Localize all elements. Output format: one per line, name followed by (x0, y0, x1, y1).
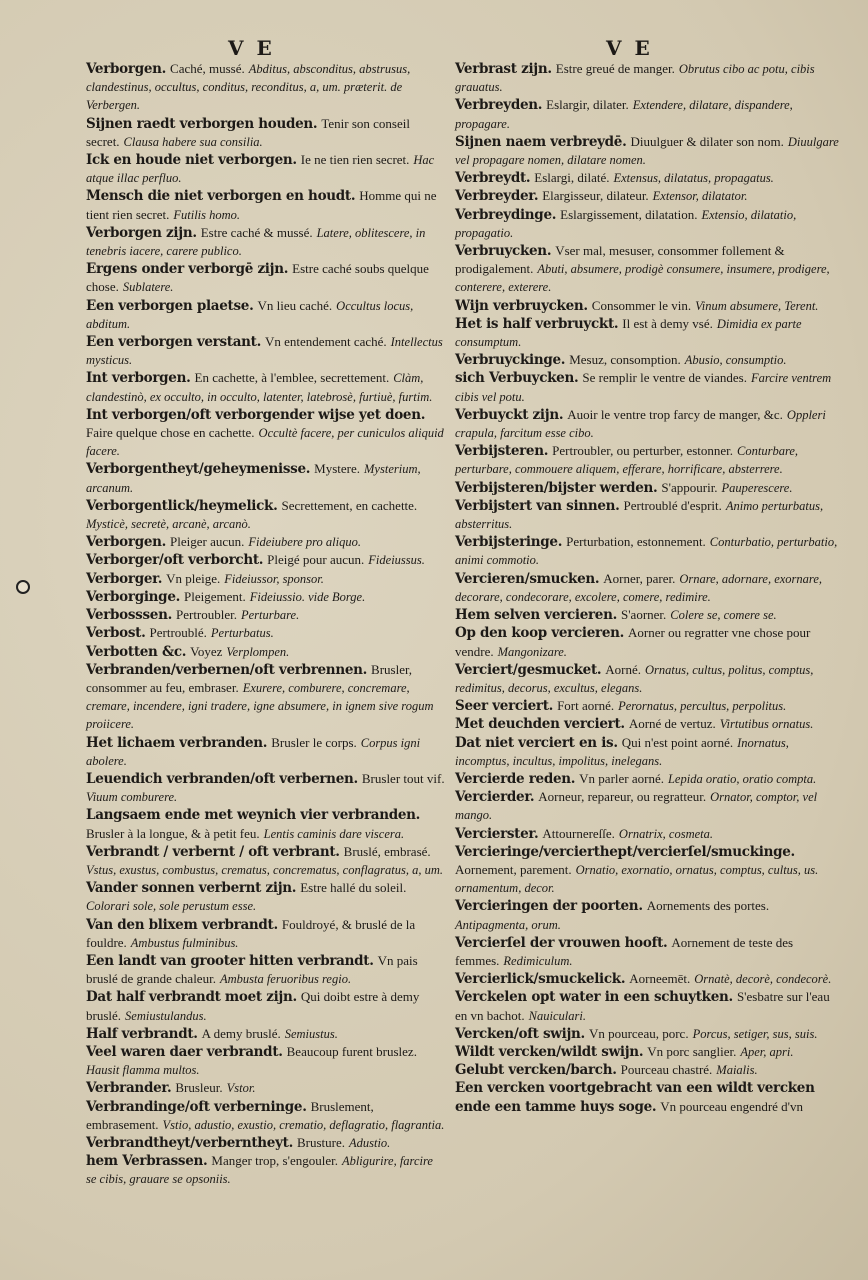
dictionary-entry (455, 60, 840, 96)
entry-headword: Wijn verbruycken. (455, 297, 588, 314)
entry-latin: Verplompen. (226, 644, 290, 659)
dictionary-entry (86, 1134, 446, 1152)
entry-headword: Vercierlick/smuckelick. (455, 971, 626, 988)
entry-latin: Lentis caminis dare viscera. (263, 826, 405, 841)
dictionary-entry (86, 187, 446, 223)
entry-headword: Verbrandinge/oft verberninge. (86, 1098, 307, 1115)
entry-headword: Verbruycken. (455, 243, 552, 260)
entry-french: Bruslé, embrasé. (343, 843, 431, 859)
page-header-right: V E (606, 36, 653, 60)
entry-headword: Veel waren daer verbrandt. (86, 1043, 283, 1060)
entry-headword: Verbrander. (86, 1080, 172, 1097)
entry-french: Aornements des portes. (646, 898, 770, 914)
entry-latin: Pauperescere. (721, 480, 793, 495)
entry-french: Pertroublé. (149, 625, 207, 641)
entry-french: Vn pais bruslé de grande chaleur. (86, 952, 418, 987)
entry-latin: Conturbatio, perturbatio, animi commotio. (455, 535, 838, 568)
dictionary-entry (86, 1152, 446, 1188)
page-header-left: V E (228, 36, 275, 60)
entry-latin: Corpus igni abolere. (86, 735, 421, 768)
dictionary-entry (455, 206, 840, 242)
entry-latin: Exurere, comburere, concremare, cremare, incendere, igni tradere, igne absumere, in ignem sive rogum proiicere. (86, 680, 434, 732)
entry-headword: Op den koop vercieren. (455, 625, 625, 642)
entry-headword: Verbijsteringe. (455, 534, 563, 551)
dictionary-entry (86, 115, 446, 151)
entry-french: Attournereſſe. (542, 825, 615, 841)
entry-headword: Verborger. (86, 570, 163, 587)
entry-french: Estre hallé du soleil. (300, 880, 407, 896)
entry-headword: Hem selven vercieren. (455, 607, 617, 624)
entry-latin: Antipagmenta, orum. (455, 917, 561, 932)
dictionary-entry (455, 1043, 840, 1061)
entry-latin: Ornatus, cultus, politus, comptus, redimitus, decorus, excultus, elegans. (455, 662, 814, 695)
entry-french: Estre caché soubs quelque chose. (86, 261, 429, 295)
dictionary-entry (86, 916, 446, 952)
entry-headword: Verbijstert van sinnen. (455, 497, 620, 514)
entry-headword: Verborger/oft verborcht. (86, 552, 264, 569)
entry-latin: Mysterium, arcanum. (86, 462, 421, 495)
entry-french: Pertroublé d'esprit. (623, 497, 722, 513)
entry-latin: Vstus, exustus, combustus, crematus, concrematus, conflagratus, a, um. (86, 862, 444, 877)
dictionary-entry (455, 570, 840, 606)
entry-latin: Extensus, dilatatus, propagatus. (613, 171, 774, 186)
entry-latin: Occultè facere, per cuniculos aliquid facere. (86, 426, 444, 459)
dictionary-entry (86, 588, 446, 606)
entry-latin: Vinum absumere, Terent. (695, 298, 819, 313)
entry-french: Brusture. (296, 1134, 345, 1150)
entry-french: Estre caché & mussé. (200, 224, 313, 240)
dictionary-entry (86, 643, 446, 661)
entry-headword: Seer verciert. (455, 698, 554, 715)
entry-latin: Porcus, setiger, sus, suis. (692, 1026, 818, 1041)
entry-french: Vn pourceau, porc. (588, 1025, 689, 1041)
dictionary-entry (455, 297, 840, 315)
entry-headword: Verbruyckinge. (455, 352, 566, 369)
dictionary-entry (455, 624, 840, 660)
entry-headword: Dat half verbrandt moet zijn. (86, 989, 297, 1006)
dictionary-entry (455, 1025, 840, 1043)
dictionary-entry (86, 1079, 446, 1097)
entry-latin: Ornator, comptor, vel mango. (455, 790, 818, 823)
entry-french: Voyez (190, 643, 223, 659)
entry-latin: Extensor, dilatator. (652, 189, 748, 204)
entry-headword: Vercieren/smucken. (455, 570, 600, 587)
dictionary-entry (86, 460, 446, 496)
dictionary-entry (455, 479, 840, 497)
entry-latin: Perturbatus. (210, 626, 274, 641)
entry-headword: Het is half verbruyckt. (455, 315, 619, 332)
entry-latin: Conturbare, perturbare, commouere aliquem, efferare, horrificare, absterrere. (455, 444, 799, 477)
dictionary-entry (455, 1079, 840, 1115)
entry-headword: Verbreydinge. (455, 206, 557, 223)
entry-headword: Vercieringen der poorten. (455, 898, 643, 915)
dictionary-entry (86, 151, 446, 187)
entry-french: Pertroubler, ou perturber, estonner. (552, 443, 734, 459)
entry-latin: Viuum comburere. (86, 790, 178, 805)
entry-headword: Met deuchden verciert. (455, 716, 625, 733)
dictionary-entry (86, 333, 446, 369)
entry-french: Aorner, parer. (603, 570, 676, 586)
entry-french: Vn lieu caché. (257, 297, 333, 313)
entry-headword: Een landt van grooter hitten verbrandt. (86, 952, 374, 969)
entry-latin: Fideiussio. vide Borge. (249, 589, 366, 604)
entry-latin: Ornatrix, cosmeta. (618, 826, 714, 841)
entry-headword: Langsaem ende met weynich vier verbranden. (86, 807, 421, 824)
entry-latin: Clàm, clandestinò, ex occulto, in occulto, latenter, latebrosè, furtiuè, furtim. (86, 371, 433, 404)
entry-latin: Ornatio, exornatio, ornatus, comptus, cultus, us. ornamentum, decor. (455, 862, 819, 896)
entry-french: Pleigement. (184, 588, 246, 604)
entry-headword: Een vercken voortgebracht van een wildt vercken ende een tamme huys soge. (455, 1080, 815, 1115)
entry-latin: Hausit flamma multos. (86, 1063, 200, 1078)
entry-latin: Farcire ventrem cibis vel potu. (455, 371, 832, 404)
dictionary-entry (455, 533, 840, 569)
entry-headword: Vercierder. (455, 789, 535, 806)
dictionary-entry (86, 1043, 446, 1079)
entry-headword: Verbrast zijn. (455, 61, 552, 77)
entry-headword: Half verbrandt. (86, 1025, 198, 1042)
entry-latin: Virtutibus ornatus. (719, 717, 814, 732)
entry-latin: Ambusta feruoribus regio. (219, 972, 352, 987)
dictionary-entry (86, 551, 446, 569)
entry-french: Brusler tout vif. (361, 770, 445, 786)
dictionary-entry (455, 770, 840, 788)
entry-french: Caché, mussé. (170, 61, 245, 76)
entry-french: En cachette, à l'emblee, secrettement. (194, 370, 390, 386)
entry-latin: Ambustus fulminibus. (130, 935, 239, 950)
entry-latin: Extendere, dilatare, dispandere, propagare. (455, 98, 793, 131)
dictionary-entry (455, 661, 840, 697)
entry-latin: Latere, oblitescere, in tenebris iacere, carere publico. (86, 225, 426, 259)
entry-headword: Verbijsteren/bijster werden. (455, 479, 658, 496)
entry-headword: sich Verbuycken. (455, 370, 579, 387)
entry-latin: Inornatus, incomptus, incultus, impolitus, inelegans. (455, 735, 789, 768)
dictionary-entry (455, 734, 840, 770)
entry-latin: Fideiussus. (368, 553, 425, 568)
entry-french: Brusler, consommer au feu, embraser. (86, 661, 413, 695)
entry-latin: Vstor. (226, 1081, 256, 1096)
left-column (86, 60, 446, 1189)
entry-latin: Fideiussor, sponsor. (224, 571, 324, 586)
entry-latin: Fideiubere pro aliquo. (248, 535, 361, 550)
entry-latin: Diuulgare vel propagare nomen, dilatare nomen. (455, 134, 839, 168)
entry-latin: Abuti, absumere, prodigè consumere, insumere, prodigere, conterere, exterere. (455, 262, 830, 295)
entry-french: Manger trop, s'engouler. (211, 1153, 338, 1169)
entry-french: Elargisseur, dilateur. (542, 188, 649, 204)
entry-headword: Verbost. (86, 625, 146, 642)
entry-headword: Int verborgen/oft verborgender wijse yet doen. (86, 406, 426, 423)
dictionary-entry (86, 770, 446, 806)
entry-headword: Wildt vercken/wildt swijn. (455, 1043, 644, 1060)
entry-french: Aorner ou regratter vne chose pour vendre. (455, 625, 811, 659)
entry-french: Estre greué de manger. (555, 61, 675, 76)
entry-french: Aornement, parement. (455, 861, 572, 877)
entry-french: Faire quelque chose en cachette. (86, 425, 255, 441)
entry-french: Pleigé pour aucun. (267, 552, 365, 568)
dictionary-entry (455, 369, 840, 405)
entry-headword: Verbijsteren. (455, 443, 549, 460)
entry-french: Aorneur, repareur, ou regratteur. (538, 789, 707, 805)
entry-latin: Semiustus. (284, 1026, 338, 1041)
dictionary-entry (86, 260, 446, 296)
entry-headword: Verborgen. (86, 534, 167, 551)
dictionary-entry (86, 806, 446, 842)
entry-headword: Een verborgen verstant. (86, 334, 262, 351)
entry-french: Aorneemēt. (629, 971, 691, 987)
entry-headword: Het lichaem verbranden. (86, 734, 268, 751)
entry-headword: Verbranden/verbernen/oft verbrennen. (86, 661, 368, 678)
dictionary-entry (86, 297, 446, 333)
entry-headword: Verborgentheyt/geheymenisse. (86, 461, 311, 478)
entry-headword: Vercierde reden. (455, 770, 576, 787)
entry-latin: Ornatè, decorè, condecorè. (694, 972, 832, 987)
dictionary-entry (455, 715, 840, 733)
dictionary-entry (86, 497, 446, 533)
dictionary-entry (455, 970, 840, 988)
entry-french: Qui n'est point aorné. (621, 734, 734, 750)
entry-french: Eslargi, dilaté. (534, 170, 610, 186)
entry-french: Brusleur. (175, 1080, 223, 1096)
entry-latin: Hac atque illac perfluo. (86, 153, 435, 186)
dictionary-entry (455, 934, 840, 970)
entry-latin: Colere se, comere se. (670, 608, 777, 623)
entry-french: Perturbation, estonnement. (566, 534, 706, 550)
dictionary-entry (455, 351, 840, 369)
entry-headword: Verbreydt. (455, 170, 531, 187)
dictionary-entry (455, 825, 840, 843)
entry-latin: Perturbare. (240, 608, 300, 623)
entry-headword: Vercierster. (455, 825, 539, 842)
entry-french: Ie ne tien rien secret. (300, 152, 410, 168)
entry-french: Qui doibt estre à demy bruslé. (86, 989, 420, 1023)
entry-headword: Verbosssen. (86, 607, 172, 624)
entry-latin: Mangonizare. (497, 644, 567, 659)
entry-french: Secrettement, en cachette. (281, 497, 418, 513)
entry-latin: Obrutus cibo ac potu, cibis grauatus. (455, 62, 815, 95)
entry-headword: Verbuyckt zijn. (455, 406, 564, 423)
entry-latin: Abligurire, farcire se cibis, grauare se opsoniis. (86, 1154, 433, 1187)
dictionary-entry (86, 843, 446, 879)
entry-french: S'aorner. (620, 607, 667, 623)
entry-french: Eslargir, dilater. (546, 97, 629, 113)
entry-french: Pertroubler. (175, 607, 237, 623)
entry-headword: Verborgentlick/heymelick. (86, 497, 278, 514)
dictionary-entry (455, 788, 840, 824)
entry-french: Homme qui ne tient rien secret. (86, 188, 437, 222)
entry-headword: Ergens onder verborgē zijn. (86, 261, 289, 278)
entry-french: Diuulguer & dilater son nom. (630, 133, 784, 149)
entry-french: Consommer le vin. (591, 297, 692, 313)
entry-headword: Vercieringe/vercierthept/vercierſel/smuckinge. (455, 843, 795, 860)
entry-headword: Ick en houde niet verborgen. (86, 152, 297, 169)
entry-latin: Intellectus mysticus. (86, 335, 443, 368)
entry-french: Vn pourceau engendré d'vn (660, 1098, 804, 1114)
dictionary-entry (86, 369, 446, 405)
entry-headword: Verbotten &c. (86, 643, 187, 660)
entry-headword: Verciert/gesmucket. (455, 661, 602, 678)
dictionary-entry (455, 843, 840, 898)
entry-latin: Mysticè, secretè, arcanè, arcanò. (86, 517, 251, 532)
entry-latin: Extensio, dilatatio, propagatio. (455, 207, 797, 240)
entry-latin: Lepida oratio, oratio compta. (667, 771, 817, 786)
entry-headword: Verbreyder. (455, 188, 539, 205)
entry-french: Vn entendement caché. (265, 334, 387, 350)
dictionary-entry (455, 169, 840, 187)
entry-headword: Gelubt vercken/barch. (455, 1062, 617, 1079)
entry-french: Bruslement, embrasement. (86, 1098, 374, 1132)
dictionary-entry (86, 533, 446, 551)
entry-latin: Animo perturbatus, absterritus. (455, 498, 824, 532)
dictionary-entry (455, 897, 840, 933)
entry-french: Aorné. (605, 661, 642, 677)
entry-french: Fort aorné. (557, 698, 615, 714)
dictionary-entry (455, 1061, 840, 1079)
entry-headword: Dat niet verciert en is. (455, 734, 618, 751)
entry-french: Aornement de teste des femmes. (455, 934, 794, 968)
entry-french: Beaucoup furent bruslez. (286, 1043, 417, 1059)
entry-latin: Semiustulandus. (125, 1008, 207, 1023)
entry-headword: Verborginge. (86, 588, 181, 605)
entry-french: Pourceau chastré. (620, 1062, 713, 1078)
entry-headword: Vercierſel der vrouwen hooft. (455, 934, 668, 951)
entry-french: Eslargissement, dilatation. (560, 206, 698, 222)
entry-headword: Leuendich verbranden/oft verbernen. (86, 770, 358, 787)
entry-latin: Clausa habere sua consilia. (123, 134, 263, 149)
dictionary-entry (86, 1025, 446, 1043)
dictionary-entry (455, 606, 840, 624)
entry-french: S'esbatre sur l'eau en vn bachot. (455, 989, 830, 1023)
entry-latin: Aper, apri. (740, 1044, 794, 1059)
entry-headword: Sijnen naem verbreydē. (455, 133, 627, 150)
dictionary-entry (86, 1098, 446, 1134)
dictionary-entry (455, 96, 840, 132)
entry-french: Il est à demy vsé. (622, 315, 713, 331)
dictionary-entry (86, 570, 446, 588)
entry-headword: Vercken/oft swijn. (455, 1025, 585, 1042)
dictionary-entry (86, 606, 446, 624)
entry-headword: Verbrandt / verbernt / oft verbrant. (86, 843, 340, 860)
entry-french: Pleiger aucun. (170, 534, 245, 550)
entry-headword: Verbreyden. (455, 97, 543, 114)
dictionary-entry (455, 133, 840, 169)
entry-headword: Sijnen raedt verborgen houden. (86, 115, 318, 132)
entry-headword: Een verborgen plaetse. (86, 297, 254, 314)
dictionary-entry (86, 60, 446, 115)
entry-french: S'appourir. (661, 479, 718, 495)
entry-latin: Abusio, consumptio. (684, 353, 787, 368)
entry-french: Mystere. (314, 461, 361, 477)
entry-latin: Dimidia ex parte consumptum. (455, 316, 802, 350)
entry-headword: Verborgen zijn. (86, 224, 197, 241)
dictionary-entry (455, 242, 840, 297)
dictionary-entry (86, 952, 446, 988)
dictionary-entry (455, 442, 840, 478)
entry-french: Auoir le ventre trop farcy de manger, &c. (567, 406, 783, 422)
entry-french: Vn parler aorné. (579, 770, 664, 786)
entry-headword: Mensch die niet verborgen en houdt. (86, 188, 356, 205)
entry-latin: Maialis. (716, 1063, 758, 1078)
entry-french: Brusler le corps. (271, 734, 357, 750)
entry-latin: Perornatus, percultus, perpolitus. (618, 699, 787, 714)
entry-headword: Verborgen. (86, 61, 167, 77)
dictionary-entry (86, 624, 446, 642)
entry-french: Tenir son conseil secret. (86, 115, 410, 149)
dictionary-entry (86, 988, 446, 1024)
entry-latin: Adustio. (348, 1135, 391, 1150)
entry-french: Vser mal, mesuser, consommer follement & prodigalement. (455, 243, 785, 277)
entry-headword: Vander sonnen verbernt zijn. (86, 880, 297, 897)
entry-latin: Sublatere. (122, 280, 174, 295)
dictionary-entry (86, 406, 446, 461)
entry-latin: Vstio, adustio, exustio, crematio, deflagratio, flagrantia. (162, 1117, 445, 1132)
dictionary-entry (455, 187, 840, 205)
entry-latin: Colorari sole, sole perustum esse. (86, 899, 257, 914)
entry-french: Vn porc sanglier. (647, 1043, 737, 1059)
entry-french: Aorné de vertuz. (628, 716, 716, 732)
dictionary-entry (86, 661, 446, 734)
entry-french: Vn pleige. (166, 570, 221, 586)
entry-headword: Van den blixem verbrandt. (86, 916, 278, 933)
entry-french: Fouldroyé, & bruslé de la fouldre. (86, 916, 416, 950)
dictionary-entry (455, 988, 840, 1024)
entry-french: Mesuz, consomption. (569, 352, 681, 368)
entry-french: A demy bruslé. (201, 1025, 281, 1041)
dictionary-entry (86, 734, 446, 770)
binding-hole-icon (16, 580, 30, 594)
entry-latin: Ornare, adornare, exornare, decorare, condecorare, excolere, comere, redimire. (455, 571, 823, 604)
dictionary-entry (455, 697, 840, 715)
entry-headword: Verckelen opt water in een schuytken. (455, 989, 733, 1006)
entry-latin: Futilis homo. (173, 207, 241, 222)
entry-latin: Oppleri crapula, farcitum esse cibo. (455, 407, 826, 441)
dictionary-entry (455, 497, 840, 533)
entry-headword: Int verborgen. (86, 370, 191, 387)
entry-french: Se remplir le ventre de viandes. (582, 370, 747, 386)
right-column (455, 60, 840, 1116)
dictionary-entry (455, 315, 840, 351)
entry-headword: Verbrandtheyt/verberntheyt. (86, 1134, 293, 1151)
entry-latin: Nauiculari. (528, 1008, 586, 1023)
entry-latin: Occultus locus, abditum. (86, 298, 414, 331)
dictionary-entry (86, 224, 446, 260)
entry-headword: hem Verbrassen. (86, 1153, 208, 1170)
dictionary-entry (86, 879, 446, 915)
entry-latin: Abditus, absconditus, abstrusus, clandestinus, occultus, conditus, reconditus, a, um. præterit. de Verbergen. (86, 62, 411, 113)
entry-latin: Redimiculum. (503, 953, 573, 968)
dictionary-entry (455, 406, 840, 442)
entry-french: Brusler à la longue, & à petit feu. (86, 825, 260, 841)
